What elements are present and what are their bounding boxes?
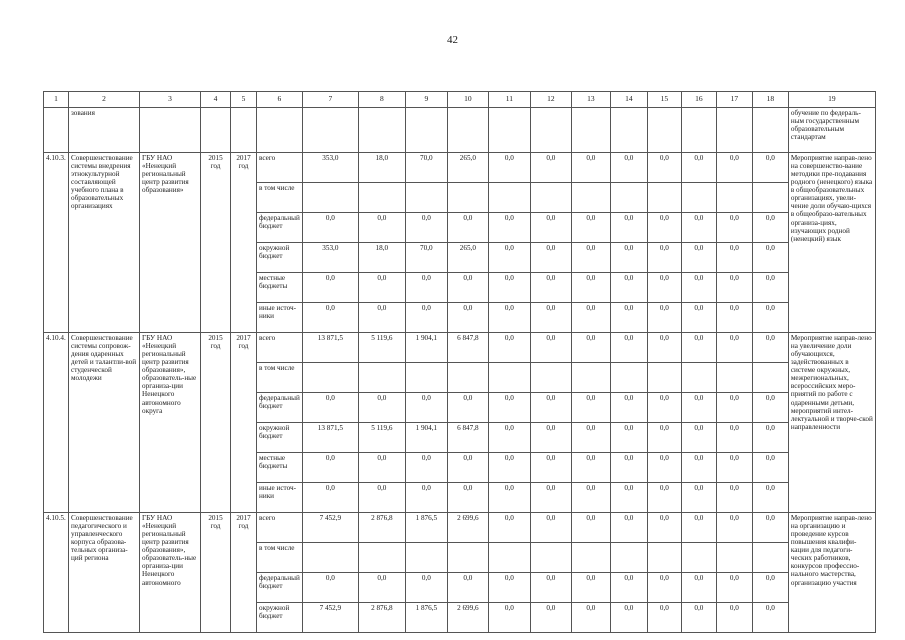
amount-cell [302, 363, 358, 393]
amount-cell [681, 183, 716, 213]
measure-executor: ГБУ НАО «Ненецкий региональный центр развития образования» [140, 153, 201, 333]
amount-cell: 0,0 [405, 393, 447, 423]
amount-cell [302, 183, 358, 213]
amount-cell: 0,0 [571, 423, 610, 453]
amount-cell: 0,0 [610, 513, 647, 543]
amount-cell: 7 452,9 [302, 603, 358, 633]
amount-cell: 0,0 [610, 393, 647, 423]
amount-cell [358, 183, 405, 213]
amount-cell: 0,0 [571, 573, 610, 603]
amount-cell: 0,0 [716, 213, 752, 243]
amount-cell: 353,0 [302, 153, 358, 183]
amount-cell: 0,0 [647, 423, 681, 453]
funding-source-label: федеральный бюджет [257, 393, 303, 423]
amount-cell: 2 876,8 [358, 513, 405, 543]
amount-cell: 0,0 [530, 273, 571, 303]
amount-cell: 0,0 [571, 393, 610, 423]
amount-cell: 0,0 [488, 153, 530, 183]
header-col-5: 5 [231, 92, 257, 108]
amount-cell: 0,0 [447, 453, 488, 483]
amount-cell: 0,0 [681, 453, 716, 483]
amount-cell: 0,0 [716, 333, 752, 363]
amount-cell: 0,0 [681, 513, 716, 543]
amount-cell: 0,0 [681, 603, 716, 633]
amount-cell [571, 183, 610, 213]
end-year: 2017 год [231, 513, 257, 633]
amount-cell: 0,0 [752, 303, 788, 333]
amount-cell [647, 363, 681, 393]
amount-cell: 0,0 [488, 213, 530, 243]
funding-source-label: иные источ-ники [257, 303, 303, 333]
funding-source-label: федеральный бюджет [257, 213, 303, 243]
cont-name: зования [69, 108, 140, 153]
amount-cell: 0,0 [571, 213, 610, 243]
cont-result: обучение по федераль-ным государственным образовательным стандартам [788, 108, 875, 153]
amount-cell: 5 119,6 [358, 423, 405, 453]
amount-cell: 0,0 [610, 483, 647, 513]
amount-cell: 0,0 [681, 153, 716, 183]
start-year: 2015 год [201, 333, 231, 513]
amount-cell: 0,0 [530, 333, 571, 363]
amount-cell: 1 876,5 [405, 513, 447, 543]
amount-cell: 0,0 [647, 483, 681, 513]
amount-cell: 0,0 [530, 453, 571, 483]
amount-cell [681, 363, 716, 393]
amount-cell: 0,0 [647, 603, 681, 633]
measure-executor: ГБУ НАО «Ненецкий региональный центр развития образования», образователь-ные организа-ции Ненецкого автономного [140, 513, 201, 633]
header-col-10: 10 [447, 92, 488, 108]
amount-cell: 1 904,1 [405, 423, 447, 453]
amount-cell: 0,0 [610, 603, 647, 633]
amount-cell: 0,0 [647, 573, 681, 603]
amount-cell: 0,0 [488, 513, 530, 543]
expected-result: Мероприятие направ-лено на организацию и проведение курсов повышения квалифи-кации для педагоги-ческих работников, конкурсов профессио-нального мастерства, организацию участия [788, 513, 875, 633]
amount-cell: 0,0 [447, 573, 488, 603]
amount-cell [681, 543, 716, 573]
amount-cell: 0,0 [716, 273, 752, 303]
funding-source-label: федеральный бюджет [257, 573, 303, 603]
amount-cell: 0,0 [716, 153, 752, 183]
amount-cell: 0,0 [488, 423, 530, 453]
amount-cell: 0,0 [302, 483, 358, 513]
amount-cell [530, 363, 571, 393]
amount-cell: 0,0 [647, 453, 681, 483]
amount-cell: 0,0 [681, 213, 716, 243]
header-col-9: 9 [405, 92, 447, 108]
amount-cell: 0,0 [681, 333, 716, 363]
amount-cell: 0,0 [716, 393, 752, 423]
amount-cell: 2 699,6 [447, 513, 488, 543]
amount-cell [358, 363, 405, 393]
header-col-11: 11 [488, 92, 530, 108]
amount-cell: 0,0 [610, 333, 647, 363]
amount-cell: 0,0 [302, 453, 358, 483]
header-col-14: 14 [610, 92, 647, 108]
amount-cell [530, 183, 571, 213]
amount-cell [716, 543, 752, 573]
block-3-row [44, 513, 876, 543]
amount-cell: 0,0 [752, 423, 788, 453]
amount-cell [302, 543, 358, 573]
amount-cell: 0,0 [716, 453, 752, 483]
amount-cell: 265,0 [447, 243, 488, 273]
amount-cell: 0,0 [610, 243, 647, 273]
expected-result: Мероприятие направ-лено на совершенство-вание методики пре-подавания родного (ненецкого) языка в общеобразовательных организациях, увели-чение доли обучаю-щихся в общеобразо-вательных организа-циях, изучающих родной (ненецкий) язык [788, 153, 875, 333]
amount-cell [752, 183, 788, 213]
amount-cell: 0,0 [571, 453, 610, 483]
amount-cell: 0,0 [488, 303, 530, 333]
measure-name: Совершенствование системы внедрения этнокультурной составляющей учебного плана в образовательных организациях [69, 153, 140, 333]
amount-cell: 0,0 [610, 213, 647, 243]
amount-cell [610, 543, 647, 573]
amount-cell: 0,0 [716, 573, 752, 603]
amount-cell [752, 363, 788, 393]
amount-cell: 0,0 [488, 483, 530, 513]
header-col-13: 13 [571, 92, 610, 108]
start-year: 2015 год [201, 513, 231, 633]
amount-cell [647, 543, 681, 573]
amount-cell: 0,0 [358, 303, 405, 333]
amount-cell: 0,0 [530, 153, 571, 183]
amount-cell: 0,0 [405, 573, 447, 603]
amount-cell: 2 876,8 [358, 603, 405, 633]
amount-cell: 0,0 [358, 213, 405, 243]
amount-cell: 0,0 [358, 273, 405, 303]
header-row [44, 92, 876, 108]
amount-cell [405, 543, 447, 573]
amount-cell: 0,0 [530, 393, 571, 423]
amount-cell: 0,0 [530, 483, 571, 513]
amount-cell: 6 847,8 [447, 333, 488, 363]
amount-cell: 0,0 [447, 213, 488, 243]
block-1-row [44, 153, 876, 183]
amount-cell: 0,0 [488, 573, 530, 603]
amount-cell: 0,0 [647, 513, 681, 543]
amount-cell: 13 871,5 [302, 423, 358, 453]
amount-cell: 0,0 [302, 393, 358, 423]
amount-cell: 0,0 [752, 393, 788, 423]
amount-cell: 0,0 [302, 573, 358, 603]
amount-cell: 0,0 [752, 243, 788, 273]
header-col-1: 1 [44, 92, 69, 108]
amount-cell: 0,0 [716, 483, 752, 513]
amount-cell: 0,0 [647, 393, 681, 423]
amount-cell: 0,0 [488, 273, 530, 303]
measure-code: 4.10.4. [44, 333, 69, 513]
amount-cell: 0,0 [610, 303, 647, 333]
header-col-18: 18 [752, 92, 788, 108]
header-col-17: 17 [716, 92, 752, 108]
amount-cell: 5 119,6 [358, 333, 405, 363]
amount-cell: 70,0 [405, 243, 447, 273]
amount-cell: 18,0 [358, 243, 405, 273]
end-year: 2017 год [231, 333, 257, 513]
amount-cell: 0,0 [530, 243, 571, 273]
amount-cell: 0,0 [530, 423, 571, 453]
amount-cell: 0,0 [647, 243, 681, 273]
amount-cell: 0,0 [681, 483, 716, 513]
amount-cell: 0,0 [716, 243, 752, 273]
amount-cell: 0,0 [447, 303, 488, 333]
block-2-row [44, 333, 876, 363]
amount-cell: 0,0 [716, 303, 752, 333]
amount-cell: 0,0 [358, 453, 405, 483]
amount-cell: 0,0 [571, 333, 610, 363]
amount-cell: 0,0 [488, 393, 530, 423]
measure-name: Совершенствование педагогического и управленческого корпуса образова-тельных организа-ций региона [69, 513, 140, 633]
amount-cell: 0,0 [752, 603, 788, 633]
amount-cell: 0,0 [405, 483, 447, 513]
header-col-19: 19 [788, 92, 875, 108]
amount-cell: 0,0 [610, 453, 647, 483]
amount-cell: 0,0 [681, 273, 716, 303]
funding-source-label: всего [257, 153, 303, 183]
continuation-row [44, 108, 876, 153]
funding-source-label: всего [257, 513, 303, 543]
amount-cell: 0,0 [681, 423, 716, 453]
amount-cell: 0,0 [647, 333, 681, 363]
amount-cell: 0,0 [647, 303, 681, 333]
amount-cell: 2 699,6 [447, 603, 488, 633]
amount-cell: 0,0 [681, 243, 716, 273]
amount-cell [447, 543, 488, 573]
amount-cell: 0,0 [488, 453, 530, 483]
funding-source-label: местные бюджеты [257, 273, 303, 303]
amount-cell [647, 183, 681, 213]
funding-source-label: в том числе [257, 183, 303, 213]
end-year: 2017 год [231, 153, 257, 333]
amount-cell: 0,0 [681, 393, 716, 423]
funding-source-label: местные бюджеты [257, 453, 303, 483]
amount-cell: 0,0 [530, 303, 571, 333]
amount-cell: 0,0 [610, 423, 647, 453]
program-table [43, 91, 876, 633]
amount-cell: 0,0 [447, 273, 488, 303]
header-col-2: 2 [69, 92, 140, 108]
funding-source-label: всего [257, 333, 303, 363]
amount-cell: 0,0 [405, 303, 447, 333]
amount-cell: 0,0 [752, 153, 788, 183]
amount-cell: 18,0 [358, 153, 405, 183]
amount-cell: 265,0 [447, 153, 488, 183]
amount-cell: 0,0 [358, 483, 405, 513]
amount-cell [405, 363, 447, 393]
amount-cell [716, 363, 752, 393]
measure-executor: ГБУ НАО «Ненецкий региональный центр развития образования», образователь-ные организа-ции Ненецкого автономного округа [140, 333, 201, 513]
funding-source-label: окружной бюджет [257, 603, 303, 633]
header-col-6: 6 [257, 92, 303, 108]
amount-cell: 0,0 [302, 303, 358, 333]
amount-cell: 0,0 [358, 393, 405, 423]
start-year: 2015 год [201, 153, 231, 333]
amount-cell: 0,0 [447, 393, 488, 423]
amount-cell: 0,0 [752, 333, 788, 363]
amount-cell: 70,0 [405, 153, 447, 183]
amount-cell [571, 363, 610, 393]
measure-name: Совершенствование системы сопровож-дения одаренных детей и талантли-вой студенческой молодежи [69, 333, 140, 513]
amount-cell: 0,0 [752, 213, 788, 243]
amount-cell: 0,0 [405, 213, 447, 243]
amount-cell: 0,0 [571, 603, 610, 633]
amount-cell: 0,0 [647, 273, 681, 303]
amount-cell: 6 847,8 [447, 423, 488, 453]
amount-cell: 0,0 [716, 423, 752, 453]
amount-cell: 0,0 [405, 273, 447, 303]
funding-source-label: в том числе [257, 363, 303, 393]
amount-cell: 0,0 [571, 483, 610, 513]
amount-cell: 0,0 [447, 483, 488, 513]
amount-cell: 0,0 [571, 153, 610, 183]
amount-cell [610, 363, 647, 393]
amount-cell: 0,0 [610, 273, 647, 303]
amount-cell: 0,0 [488, 333, 530, 363]
amount-cell: 0,0 [488, 243, 530, 273]
amount-cell: 0,0 [752, 513, 788, 543]
amount-cell: 0,0 [752, 573, 788, 603]
measure-code: 4.10.3. [44, 153, 69, 333]
amount-cell: 1 876,5 [405, 603, 447, 633]
amount-cell: 0,0 [571, 513, 610, 543]
amount-cell: 0,0 [681, 303, 716, 333]
amount-cell: 0,0 [610, 153, 647, 183]
funding-source-label: окружной бюджет [257, 243, 303, 273]
amount-cell [716, 183, 752, 213]
header-col-16: 16 [681, 92, 716, 108]
amount-cell: 0,0 [647, 153, 681, 183]
amount-cell: 13 871,5 [302, 333, 358, 363]
amount-cell [752, 543, 788, 573]
amount-cell [447, 363, 488, 393]
amount-cell: 1 904,1 [405, 333, 447, 363]
amount-cell: 7 452,9 [302, 513, 358, 543]
amount-cell: 0,0 [358, 573, 405, 603]
amount-cell: 0,0 [530, 513, 571, 543]
amount-cell: 0,0 [752, 453, 788, 483]
page-number: 42 [447, 34, 458, 46]
amount-cell: 353,0 [302, 243, 358, 273]
amount-cell: 0,0 [571, 273, 610, 303]
amount-cell [447, 183, 488, 213]
amount-cell: 0,0 [302, 273, 358, 303]
funding-source-label: окружной бюджет [257, 423, 303, 453]
funding-source-label: в том числе [257, 543, 303, 573]
amount-cell [358, 543, 405, 573]
amount-cell [488, 543, 530, 573]
amount-cell [571, 543, 610, 573]
amount-cell: 0,0 [530, 603, 571, 633]
amount-cell [488, 183, 530, 213]
amount-cell: 0,0 [405, 453, 447, 483]
funding-source-label: иные источ-ники [257, 483, 303, 513]
header-col-8: 8 [358, 92, 405, 108]
amount-cell: 0,0 [716, 513, 752, 543]
amount-cell: 0,0 [302, 213, 358, 243]
amount-cell [405, 183, 447, 213]
measure-code: 4.10.5. [44, 513, 69, 633]
header-col-7: 7 [302, 92, 358, 108]
amount-cell: 0,0 [571, 243, 610, 273]
amount-cell: 0,0 [530, 213, 571, 243]
amount-cell: 0,0 [530, 573, 571, 603]
amount-cell: 0,0 [610, 573, 647, 603]
amount-cell: 0,0 [716, 603, 752, 633]
header-col-12: 12 [530, 92, 571, 108]
header-col-4: 4 [201, 92, 231, 108]
amount-cell: 0,0 [488, 603, 530, 633]
amount-cell: 0,0 [571, 303, 610, 333]
amount-cell [488, 363, 530, 393]
amount-cell [610, 183, 647, 213]
expected-result: Мероприятие направ-лено на увеличение доли обучающихся, задействованных в системе окружных, межрегиональных, всероссийских меро-приятий по работе с одаренными детьми, мероприятий интел-лектуальной и творче-ской направленности [788, 333, 875, 513]
amount-cell [530, 543, 571, 573]
amount-cell: 0,0 [752, 273, 788, 303]
cont-code [44, 108, 69, 153]
header-col-15: 15 [647, 92, 681, 108]
amount-cell: 0,0 [647, 213, 681, 243]
amount-cell: 0,0 [752, 483, 788, 513]
amount-cell: 0,0 [681, 573, 716, 603]
header-col-3: 3 [140, 92, 201, 108]
